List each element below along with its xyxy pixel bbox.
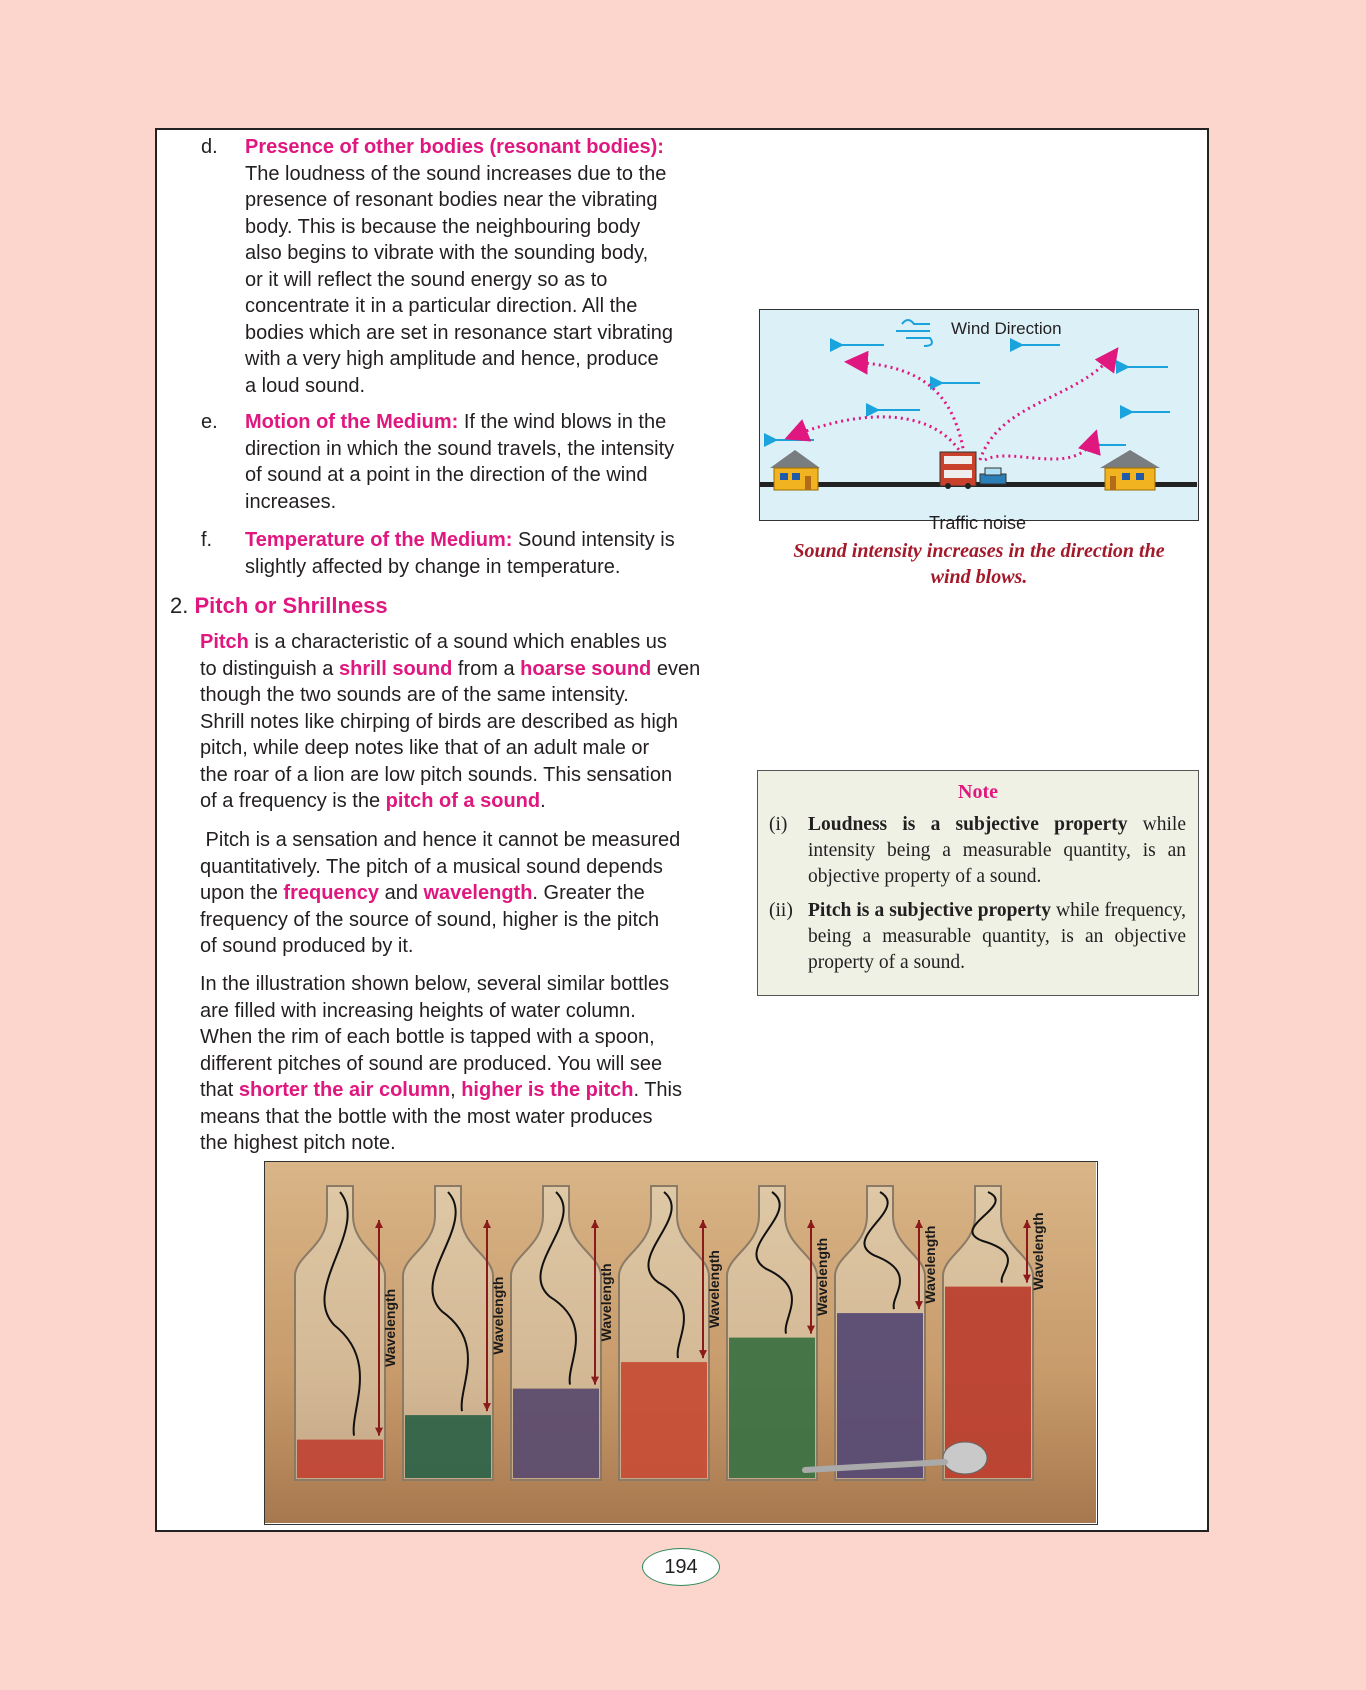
line: means that the bottle with the most water produces xyxy=(200,1105,653,1128)
note-item-bold: Pitch is a subjective property xyxy=(808,900,1051,921)
bus-icon xyxy=(940,452,976,489)
traffic-noise-label: Traffic noise xyxy=(929,513,1027,533)
sound-paths xyxy=(790,352,1115,460)
item-line: presence of resonant bodies near the vibrating xyxy=(245,189,658,211)
caption-line: Sound intensity increases in the direction the xyxy=(793,540,1165,562)
term-hoarse: hoarse sound xyxy=(520,657,652,680)
section-title: Pitch or Shrillness xyxy=(194,593,388,618)
line: of sound produced by it. xyxy=(200,935,414,957)
note-item-number: (i) xyxy=(769,814,788,835)
note-box xyxy=(757,770,1199,996)
item-line: a loud sound. xyxy=(245,374,366,397)
item-line: bodies which are set in resonance start vibrating xyxy=(245,321,674,344)
paragraph-pitch xyxy=(200,629,726,815)
wavelength-label: Wavelength xyxy=(814,1237,830,1316)
wavelength-label: Wavelength xyxy=(706,1250,722,1329)
item-heading: Temperature of the Medium: xyxy=(245,529,513,551)
text: even xyxy=(651,657,701,680)
paragraph-bottles xyxy=(200,971,726,1157)
term-higher: higher is the pitch xyxy=(461,1079,634,1101)
item-line: slightly affected by change in temperature. xyxy=(245,555,621,578)
line: pitch, while deep notes like that of an adult male or xyxy=(200,737,650,759)
page-number: 194 xyxy=(642,1548,720,1586)
note-item-1 xyxy=(758,812,1198,890)
item-heading: Motion of the Medium: xyxy=(245,411,459,433)
text: upon the xyxy=(200,882,284,904)
wavelength-label: Wavelength xyxy=(1030,1212,1046,1291)
wavelength-label: Wavelength xyxy=(598,1263,614,1342)
wavelength-label: Wavelength xyxy=(490,1276,506,1355)
item-label: f. xyxy=(201,529,213,551)
text: is a characteristic of a sound which enables us xyxy=(248,631,667,653)
note-item-text: while intensity being a measurable quantity, is an objective property of a sound. xyxy=(808,814,1186,887)
term-frequency: frequency xyxy=(283,882,380,904)
line: quantitatively. The pitch of a musical sound depends xyxy=(200,855,663,878)
line: are filled with increasing heights of water column. xyxy=(200,999,636,1022)
house-left-icon xyxy=(770,450,820,490)
text: , xyxy=(450,1079,462,1101)
line: When the rim of each bottle is tapped with a spoon, xyxy=(200,1026,655,1048)
line: In the illustration shown below, several similar bottles xyxy=(200,973,670,995)
text: to distinguish a xyxy=(200,657,339,680)
item-line: The loudness of the sound increases due to the xyxy=(245,162,667,185)
item-line: of sound at a point in the direction of the wind xyxy=(245,464,648,486)
section-number: 2. xyxy=(170,593,189,618)
wind-icon xyxy=(896,320,932,346)
text: . xyxy=(540,790,546,812)
bottle-liquid xyxy=(837,1313,923,1478)
item-heading: Presence of other bodies (resonant bodies): xyxy=(245,136,664,158)
text: that xyxy=(200,1079,239,1101)
line: though the two sounds are of the same intensity. xyxy=(200,684,629,706)
item-line: or it will reflect the sound energy so as to xyxy=(245,268,608,291)
house-right-icon xyxy=(1100,450,1160,490)
bottle-liquid xyxy=(297,1440,383,1478)
page-frame xyxy=(155,128,1209,1532)
wind-diagram xyxy=(759,309,1199,521)
text: and xyxy=(379,882,424,904)
term-pitch-of-sound: pitch of a sound xyxy=(385,790,541,812)
note-item-bold: Loudness is a subjective property xyxy=(808,814,1128,835)
wavelength-label: Wavelength xyxy=(382,1288,398,1367)
term-pitch: Pitch xyxy=(200,631,249,653)
term-shrill: shrill sound xyxy=(338,657,453,680)
line: the highest pitch note. xyxy=(200,1132,396,1154)
wavelength-label: Wavelength xyxy=(922,1225,938,1304)
note-item-text: while frequency, being a measurable quantity, is an objective property of a sound. xyxy=(808,900,1186,973)
line: the roar of a lion are low pitch sounds. This sensation xyxy=(200,763,673,786)
item-label: e. xyxy=(201,411,218,433)
line: Pitch is a sensation and hence it cannot be measured xyxy=(200,829,681,851)
item-line: direction in which the sound travels, the intensity xyxy=(245,437,675,460)
note-item-2 xyxy=(758,898,1198,976)
item-label: d. xyxy=(201,136,218,158)
text: from a xyxy=(452,657,521,680)
bottle-liquid xyxy=(405,1415,491,1478)
text: of a frequency is the xyxy=(200,790,386,812)
bottle-liquid xyxy=(513,1389,599,1478)
item-text: If the wind blows in the xyxy=(458,411,667,433)
item-line: also begins to vibrate with the sounding body, xyxy=(245,242,649,264)
item-text: Sound intensity is xyxy=(512,529,675,551)
line: frequency of the source of sound, higher is the pitch xyxy=(200,908,660,931)
item-line: increases. xyxy=(245,490,337,513)
line: Shrill notes like chirping of birds are described as high xyxy=(200,710,679,733)
bottle-liquid xyxy=(621,1362,707,1478)
bottles-illustration xyxy=(265,1162,1096,1523)
text: . Greater the xyxy=(532,882,645,904)
term-shorter: shorter the air column xyxy=(238,1079,451,1101)
item-line: body. This is because the neighbouring body xyxy=(245,215,641,238)
text: . This xyxy=(633,1079,682,1101)
item-line: with a very high amplitude and hence, produce xyxy=(245,348,659,370)
wind-diagram-svg xyxy=(760,310,1197,519)
bottles-photo xyxy=(264,1161,1098,1525)
figure-caption xyxy=(759,538,1199,590)
wind-arrows xyxy=(776,345,1170,445)
bottle-liquid xyxy=(729,1338,815,1478)
car-icon xyxy=(980,468,1006,484)
caption-line: wind blows. xyxy=(930,566,1028,588)
note-title: Note xyxy=(958,781,998,803)
note-item-number: (ii) xyxy=(769,900,793,921)
line: different pitches of sound are produced. You will see xyxy=(200,1052,663,1075)
section-heading xyxy=(170,592,388,620)
paragraph-sensation xyxy=(200,827,726,960)
item-line: concentrate it in a particular direction. All the xyxy=(245,295,638,317)
wind-direction-label: Wind Direction xyxy=(951,319,1062,338)
term-wavelength: wavelength xyxy=(423,882,533,904)
